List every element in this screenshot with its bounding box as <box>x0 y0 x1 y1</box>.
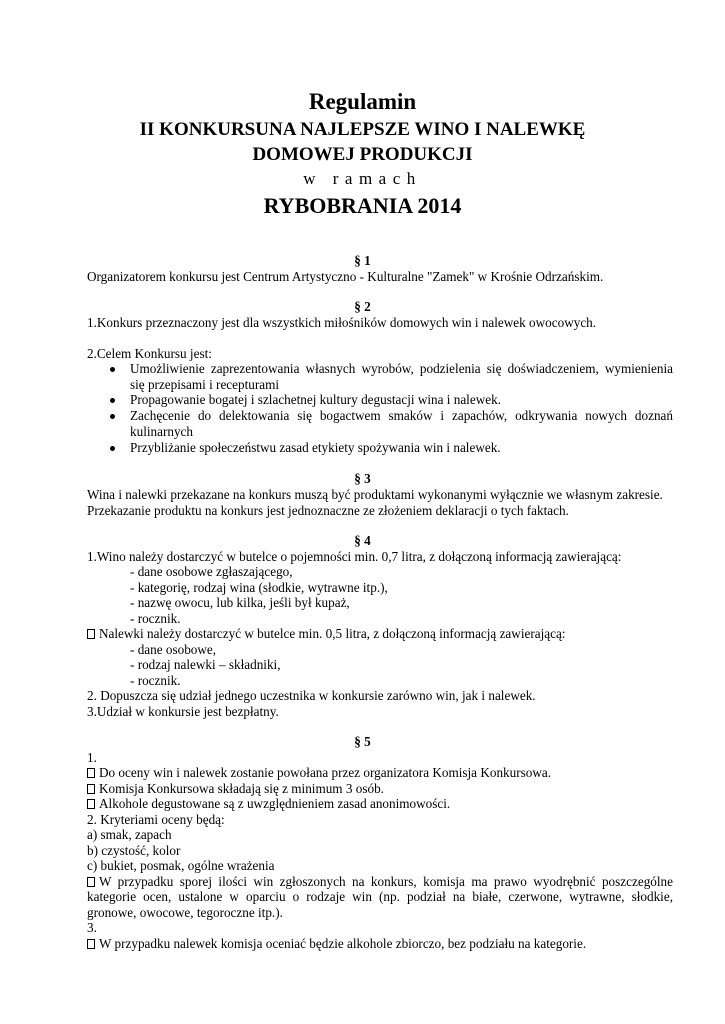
missing-glyph-icon <box>87 784 95 794</box>
section-4-point-2: 2. Dopuszcza się udział jednego uczestnika w konkursie zarówno win, jak i nalewek. <box>87 688 536 703</box>
bullet-icon <box>110 398 115 403</box>
section-4-point-3: 3.Udział w konkursie jest bezpłatny. <box>87 704 279 719</box>
goal-item-1-line1: Umożliwienie zaprezentowania własnych wyrobów, podzielenia się doświadczeniem, wymienienia <box>130 361 673 376</box>
section-3-heading: § 3 <box>354 471 371 486</box>
section-5-item-5 <box>87 936 586 952</box>
goal-item-4: Przybliżanie społeczeństwu zasad etykiety spożywania win i nalewek. <box>130 440 501 455</box>
bullet-icon <box>110 414 115 419</box>
contest-title-line3: w ramach <box>303 169 422 188</box>
section-2-point-1: 1.Konkurs przeznaczony jest dla wszystkich miłośników domowych win i nalewek owocowych. <box>87 315 597 330</box>
wine-info-item: - rocznik. <box>130 611 181 626</box>
missing-glyph-icon <box>87 768 95 778</box>
contest-title-line1: II KONKURSUNA NAJLEPSZE WINO I NALEWKĘ <box>139 119 586 140</box>
section-4-point-1: 1.Wino należy dostarczyć w butelce o pojemności min. 0,7 litra, z dołączoną informacją zawierającą: <box>87 549 622 564</box>
goal-item-3-line2: kulinarnych <box>130 424 193 439</box>
event-title: RYBOBRANIA 2014 <box>263 193 462 218</box>
section-5-item-4-line1 <box>87 874 673 890</box>
missing-glyph-icon <box>87 629 95 639</box>
section-4-heading: § 4 <box>354 533 371 548</box>
wine-info-item: - kategorię, rodzaj wina (słodkie, wytrawne itp.), <box>130 580 388 595</box>
section-5-heading: § 5 <box>354 734 371 749</box>
section-5-number-3: 3. <box>87 920 97 935</box>
missing-glyph-icon <box>87 799 95 809</box>
section-5-item-3-text: Alkohole degustowane są z uwzględnieniem zasad anonimowości. <box>99 796 451 811</box>
missing-glyph-icon <box>87 877 95 887</box>
goal-item-3-line1: Zachęcenie do delektowania się bogactwem smaków i zapachów, odkrywania nowych doznań <box>130 408 673 423</box>
liqueur-info-item: - rocznik. <box>130 673 181 688</box>
section-5-item-3 <box>87 796 450 812</box>
liqueur-info-item: - dane osobowe, <box>130 642 217 657</box>
goal-item-1-line2: się przepisami i recepturami <box>130 377 280 392</box>
section-5-item-4-text: W przypadku sporej ilości win zgłoszonych na konkurs, komisja ma prawo wyodrębnić poszczególne <box>99 874 673 889</box>
section-3-line1: Wina i nalewki przekazane na konkurs muszą być produktami wykonanymi wyłącznie we własnym zakresie. <box>87 487 663 502</box>
missing-glyph-icon <box>87 939 95 949</box>
section-5-item-4-line2: kategorie ocen, ustalone w oparciu o rodzaje win (np. podział na białe, czerwone, wytrawne, słodkie, <box>87 889 673 904</box>
goal-item-2: Propagowanie bogatej i szlachetnej kultury degustacji wina i nalewek. <box>130 392 501 407</box>
document-title: Regulamin <box>308 89 417 114</box>
criteria-b: b) czystość, kolor <box>87 843 181 858</box>
bullet-icon <box>110 367 115 372</box>
section-5-number-2: 2. Kryteriami oceny będą: <box>87 812 225 827</box>
wine-info-item: - nazwę owocu, lub kilka, jeśli był kupaż, <box>130 595 350 610</box>
section-3-line2: Przekazanie produktu na konkurs jest jednoznaczne ze złożeniem deklaracji o tych faktach. <box>87 503 569 518</box>
section-2-heading: § 2 <box>354 299 371 314</box>
section-5-item-1 <box>87 765 551 781</box>
section-5-item-2 <box>87 781 384 797</box>
contest-title-line2: DOMOWEJ PRODUKCJI <box>252 144 473 165</box>
section-5-item-4-line3: gronowe, owocowe, tegoroczne itp.). <box>87 905 283 920</box>
section-1-heading: § 1 <box>354 253 371 268</box>
liqueur-info-text: Nalewki należy dostarczyć w butelce min. 0,5 litra, z dołączoną informacją zawierającą: <box>99 626 566 641</box>
wine-info-item: - dane osobowe zgłaszającego, <box>130 564 293 579</box>
section-1-text: Organizatorem konkursu jest Centrum Artystyczno - Kulturalne "Zamek" w Krośnie Odrzańskim. <box>87 269 604 284</box>
section-5-item-2-text: Komisja Konkursowa składają się z minimum 3 osób. <box>99 781 384 796</box>
section-5-number-1: 1. <box>87 750 97 765</box>
section-4-liqueur-line <box>87 626 565 642</box>
section-5-item-5-text: W przypadku nalewek komisja oceniać będzie alkohole zbiorczo, bez podziału na kategorie. <box>99 936 587 951</box>
liqueur-info-item: - rodzaj nalewki – składniki, <box>130 657 281 672</box>
section-2-point-2: 2.Celem Konkursu jest: <box>87 346 212 361</box>
bullet-icon <box>110 446 115 451</box>
section-5-item-1-text: Do oceny win i nalewek zostanie powołana przez organizatora Komisja Konkursowa. <box>99 765 552 780</box>
criteria-c: c) bukiet, posmak, ogólne wrażenia <box>87 858 275 873</box>
criteria-a: a) smak, zapach <box>87 827 172 842</box>
